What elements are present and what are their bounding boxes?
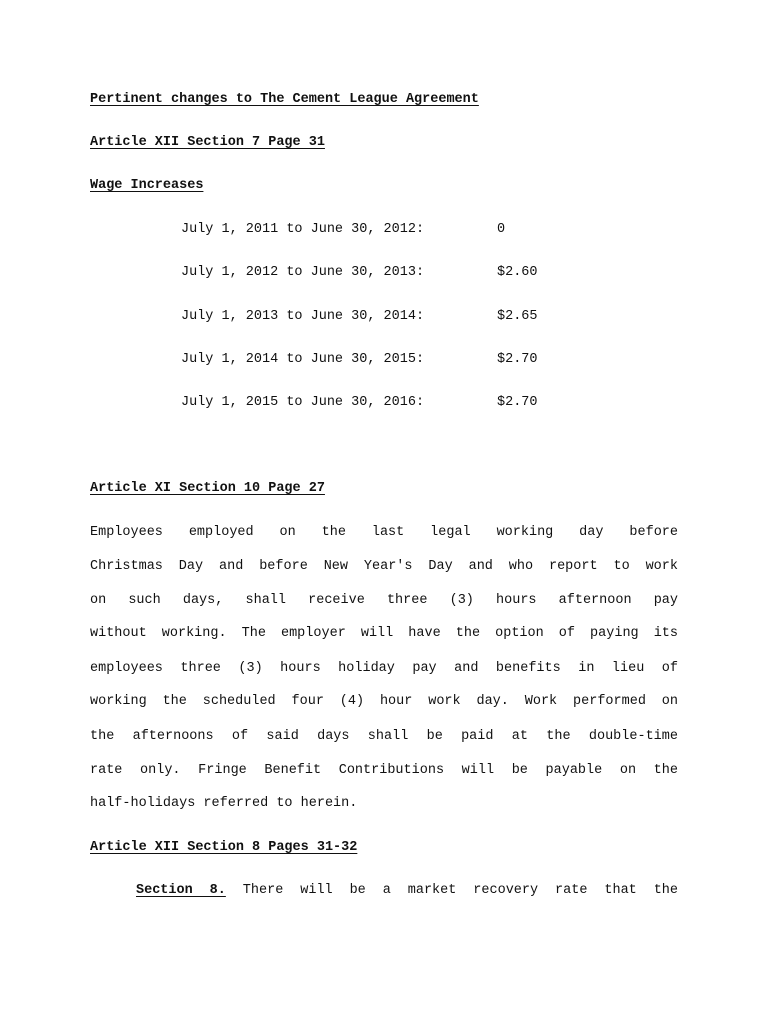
document-title: Pertinent changes to The Cement League Agreement [90,92,479,107]
wage-amount: $2.65 [497,309,538,324]
section-heading-article-xii-7: Article XII Section 7 Page 31 [90,135,325,150]
section-8-paragraph-line [136,883,678,898]
wage-row [181,395,538,410]
paragraph-line: employees three (3) hours holiday pay and benefits in lieu of [90,661,678,676]
section-8-label: Section 8. [136,883,226,898]
wage-period: July 1, 2013 to June 30, 2014: [181,309,425,324]
paragraph-line: the afternoons of said days shall be paid at the double-time [90,729,678,744]
paragraph-line: Employees employed on the last legal working day before [90,525,678,540]
wage-period: July 1, 2012 to June 30, 2013: [181,265,425,280]
section-heading-article-xi-10: Article XI Section 10 Page 27 [90,481,325,496]
section-8-text: There will be a market recovery rate that the [242,883,679,898]
wage-amount: $2.70 [497,395,538,410]
paragraph-line: half-holidays referred to herein. [90,796,358,811]
paragraph-line: rate only. Fringe Benefit Contributions will be payable on the [90,763,678,778]
paragraph-line: without working. The employer will have the option of paying its [90,626,678,641]
wage-amount: 0 [497,222,506,237]
wage-period: July 1, 2011 to June 30, 2012: [181,222,425,237]
wage-row [181,352,538,367]
paragraph-line: Christmas Day and before New Year's Day and who report to work [90,559,678,574]
wage-period: July 1, 2014 to June 30, 2015: [181,352,425,367]
paragraph-line: working the scheduled four (4) hour work day. Work performed on [90,694,678,709]
wage-row [181,222,505,237]
wage-increases-heading: Wage Increases [90,178,204,193]
wage-row [181,309,538,324]
wage-amount: $2.60 [497,265,538,280]
section-heading-article-xii-8: Article XII Section 8 Pages 31-32 [90,840,358,855]
wage-row [181,265,538,280]
wage-amount: $2.70 [497,352,538,367]
wage-period: July 1, 2015 to June 30, 2016: [181,395,425,410]
paragraph-line: on such days, shall receive three (3) hours afternoon pay [90,593,678,608]
